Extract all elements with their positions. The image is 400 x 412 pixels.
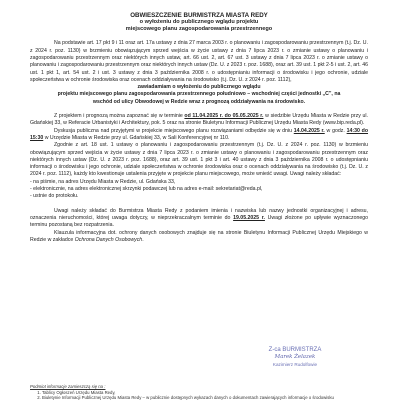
submission-text-b: Uwagi złożone po upływie wyznaczonego terminu pozostaną bez rozpatrzenia. <box>30 214 369 229</box>
review-paragraph <box>30 113 368 128</box>
notice-subtitle-line-1: o wyłożeniu do publicznego wglądu projektu <box>139 19 259 26</box>
submission-deadline: 19.05.2025 r. <box>233 214 265 221</box>
remarks-list-item: - ustnie do protokołu. <box>30 193 79 200</box>
review-text-a: Z projektem i prognozą można zapoznać się w terminie <box>54 113 185 120</box>
discussion-date: 14.04.2025 r. <box>293 127 325 134</box>
attachment-item: 1. Tablicy Ogłoszeń Urzędu Miasta Redy, <box>42 390 368 396</box>
privacy-text-a: Klauzula informacyjna dot. ochrony danych osobowych znajduje się na stronie Biuletynu Informacji Publicznej Urzędu Miejskiego w Redzie w zakładce <box>30 229 368 243</box>
discussion-text-a: Dyskusja publiczna nad przyjętymi w projekcie miejscowego planu rozwiązaniami odbędzie się w dniu <box>54 127 294 134</box>
announce-line-3: wschód od ulicy Obwodowej w Redzie wraz z prognozą oddziaływania na środowisko. <box>92 98 306 105</box>
discussion-time: 14:30 do 15:30 <box>30 127 369 141</box>
discussion-paragraph <box>30 128 368 143</box>
intro-text: Na podstawie art. 17 pkt 9 i 11 oraz art. 17a ustawy z dnia 27 marca 2003 r. o planowaniu i zagospodarowaniu przestrzennym (t.j. Dz. U. z 2024 r. poz. 1130) w brzmieniu obowiązującym sprzed wejścia w życie ustawy z dnia 7 lipca 2023 r. o zmianie ustawy o planowaniu i zagospodarowaniu przestrzennym oraz niektórych innych ustaw, art. 66 ust. 2, art. 67 ust. 3 ustawy z dnia 7 lipca 2023 r. o zmianie ustawy o planowaniu i zagospodarowaniu przestrzennym oraz niektórych innych ustaw (Dz. U. z 2023 r. poz. 1688), oraz art. 39 ust. 1 pkt 2-5 i ust. 2, art. 46 ust. 1 pkt 1, art. 54 ust. 2 i ust. 3 ustawy z dnia 3 października 2008 r. o udostępnianiu informacji o środowisku i jego ochronie, udziale społeczeństwa w ochronie środowiska oraz ocenach oddziaływania na środowisko (t.j. Dz. U. z 2024 r. poz. 1112), <box>30 40 368 83</box>
submission-text-a: Uwagi należy składać do Burmistrza Miasta Redy z podaniem imienia i nazwiska lub nazwy jednostki organizacyjnej i adresu, oznaczenia nieruchomości, której uwaga dotyczy, w nieprzekraczalnym terminie do <box>30 207 368 221</box>
review-text-b: w siedzibie Urzędu Miasta w Redzie przy ul. Gdańskiej 33, w Referacie Urbanistyki i Architektury, pok. 5 oraz na stronie Biuletynu Informacji Publicznej Urzędu Miasta Redy (www.bip.reda.pl). <box>30 113 368 127</box>
remarks-text: Zgodnie z art. 18 ust. 1 ustawy o planowaniu i zagospodarowaniu przestrzennym (t.j. Dz. U. z 2024 r. poz. 1130) w brzmieniu obowiązującym sprzed wejścia w życie ustawy z dnia 7 lipca 2023 r. o zmianie ustawy o planowaniu i zagospodarowaniu przestrzennym oraz niektórych innych ustaw (Dz. U. z 2023 r. poz. 1688), oraz art. 39 ust. 1 pkt 3 i art. 40 ustawy z dnia 3 października 2008 r. o udostępnianiu informacji o środowisku i jego ochronie, udziale społeczeństwa w ochronie środowiska oraz o ocenach oddziaływania na środowisko (t.j. Dz. U. z 2024 r. poz. 1112), każdy kto kwestionuje ustalenia przyjęte w projekcie planu miejscowego, może wnieść uwagi. Uwagi należy składać: <box>30 142 368 178</box>
announce-line-1: zawiadamiam o wyłożeniu do publicznego wglądu <box>137 84 261 91</box>
remarks-paragraph <box>30 142 368 178</box>
remarks-list-item: - na piśmie, na adres Urzędu Miasta w Redzie, ul. Gdańska 33, <box>30 178 176 185</box>
remarks-list-item: - elektronicznie, na adres elektronicznej skrzynki podawczej lub na adres e-mail: sekretariat@reda.pl, <box>30 186 263 193</box>
discussion-text-c: w Urzędzie Miasta w Redzie przy ul. Gdańskiej 33, w Sali Konferencyjnej nr 110. <box>43 134 230 141</box>
intro-paragraph <box>30 40 368 84</box>
submission-paragraph <box>30 208 368 230</box>
privacy-link[interactable]: Ochrona Danych Osobowych <box>74 236 143 243</box>
stamp-line-1: Z-ca BURMISTRZA <box>268 347 322 353</box>
review-dates: od 11.04.2025 r. do 05.05.2025 r. <box>184 113 264 120</box>
announce-line-2: projektu miejscowego planu zagospodarowania przestrzennego południowo – wschodniej części jednostki „C”, na <box>57 91 341 98</box>
privacy-paragraph <box>30 230 368 245</box>
notice-subtitle-line-2: miejscowego planu zagospodarowania przestrzennego <box>125 26 273 33</box>
attachments-block <box>30 384 368 401</box>
attachments-title: Podmiot informacje zamieszczą się na : <box>30 384 106 389</box>
notice-page <box>0 12 400 412</box>
stamp-line-3: Kazimierz Rudolfowie <box>272 362 318 367</box>
stamp-signature: Marek Żelazek <box>274 354 316 360</box>
discussion-text-b: w godz. <box>324 127 347 134</box>
attachments-list <box>30 390 368 401</box>
privacy-text-b: . <box>142 236 144 243</box>
attachment-item: 2. Biuletynie Informacji Publicznej Urzędu Miasta Redy – w publicznie dostępnych wykazach danych o dokumentach zawierających informacje o środowisku <box>42 395 368 401</box>
signature-stamp <box>240 347 350 368</box>
notice-title: OBWIESZCZENIE BURMISTRZA MIASTA REDY <box>130 12 268 19</box>
